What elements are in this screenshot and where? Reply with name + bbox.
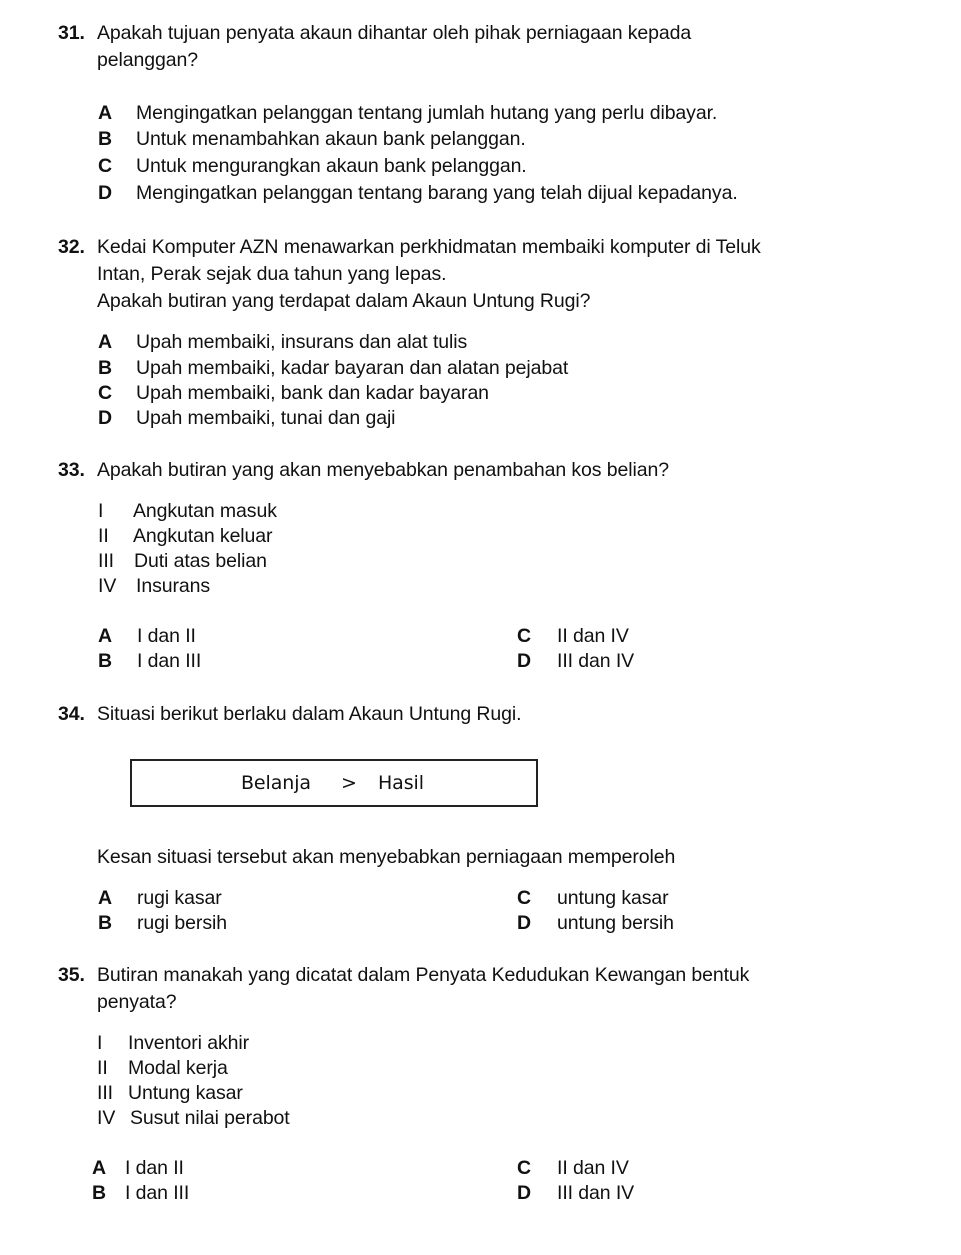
option-text: I dan III: [137, 650, 202, 672]
statement-numeral: III: [98, 550, 114, 572]
option-text: Upah membaiki, tunai dan gaji: [136, 407, 396, 429]
statement-text: Susut nilai perabot: [130, 1107, 290, 1129]
option-letter: B: [98, 912, 112, 934]
option-letter: C: [517, 625, 531, 647]
option-letter: C: [517, 887, 531, 909]
statement-text: Duti atas belian: [134, 550, 267, 572]
question-number: 35.: [58, 964, 85, 986]
statement-numeral: II: [97, 1057, 108, 1079]
statement-numeral: I: [98, 500, 104, 522]
statement-text: Insurans: [136, 575, 210, 597]
option-text: Upah membaiki, kadar bayaran dan alatan pejabat: [136, 357, 569, 379]
question-stem-line: penyata?: [97, 991, 177, 1013]
question-stem-line: Apakah tujuan penyata akaun dihantar oleh pihak perniagaan kepada: [97, 22, 692, 44]
option-letter: B: [98, 357, 112, 379]
statement-text: Angkutan masuk: [133, 500, 277, 522]
option-text: I dan II: [125, 1157, 184, 1179]
statement-text: Inventori akhir: [128, 1032, 249, 1054]
option-text: III dan IV: [557, 1182, 635, 1204]
statement-numeral: III: [97, 1082, 113, 1104]
question-number: 33.: [58, 459, 85, 481]
question-prompt: Kesan situasi tersebut akan menyebabkan perniagaan memperoleh: [97, 846, 676, 868]
option-letter: A: [92, 1157, 106, 1179]
option-text: I dan II: [137, 625, 196, 647]
option-letter: D: [517, 650, 531, 672]
question-number: 31.: [58, 22, 85, 44]
statement-numeral: II: [98, 525, 109, 547]
statement-numeral: IV: [98, 575, 117, 597]
question-number: 32.: [58, 236, 85, 258]
situation-operator: >: [341, 772, 357, 794]
option-text: II dan IV: [557, 625, 629, 647]
option-text: II dan IV: [557, 1157, 629, 1179]
option-letter: A: [98, 331, 112, 353]
option-text: Untuk mengurangkan akaun bank pelanggan.: [136, 155, 527, 177]
option-text: untung kasar: [557, 887, 669, 909]
question-stem-line: Intan, Perak sejak dua tahun yang lepas.: [97, 263, 447, 285]
question-number: 34.: [58, 703, 85, 725]
option-text: I dan III: [125, 1182, 190, 1204]
option-text: Mengingatkan pelanggan tentang barang yang telah dijual kepadanya.: [136, 182, 738, 204]
option-letter: D: [98, 407, 112, 429]
option-letter: B: [92, 1182, 106, 1204]
statement-numeral: IV: [97, 1107, 116, 1129]
option-letter: A: [98, 102, 112, 124]
option-letter: B: [98, 650, 112, 672]
statement-text: Untung kasar: [128, 1082, 243, 1104]
situation-box: [130, 759, 538, 807]
statement-numeral: I: [97, 1032, 103, 1054]
option-letter: D: [98, 182, 112, 204]
question-stem-line: pelanggan?: [97, 49, 198, 71]
question-stem-line: Apakah butiran yang akan menyebabkan penambahan kos belian?: [97, 459, 669, 481]
option-text: rugi bersih: [137, 912, 227, 934]
question-stem-line: Apakah butiran yang terdapat dalam Akaun Untung Rugi?: [97, 290, 591, 312]
situation-left-term: Belanja: [241, 772, 311, 794]
option-letter: C: [98, 382, 112, 404]
question-stem-line: Butiran manakah yang dicatat dalam Penyata Kedudukan Kewangan bentuk: [97, 964, 750, 986]
option-letter: D: [517, 912, 531, 934]
statement-text: Modal kerja: [128, 1057, 228, 1079]
option-text: Untuk menambahkan akaun bank pelanggan.: [136, 128, 526, 150]
option-text: rugi kasar: [137, 887, 222, 909]
option-text: III dan IV: [557, 650, 635, 672]
option-text: untung bersih: [557, 912, 674, 934]
option-letter: A: [98, 887, 112, 909]
question-stem-line: Kedai Komputer AZN menawarkan perkhidmatan membaiki komputer di Teluk: [97, 236, 761, 258]
option-text: Mengingatkan pelanggan tentang jumlah hutang yang perlu dibayar.: [136, 102, 718, 124]
option-letter: A: [98, 625, 112, 647]
question-stem-line: Situasi berikut berlaku dalam Akaun Untung Rugi.: [97, 703, 522, 725]
option-text: Upah membaiki, bank dan kadar bayaran: [136, 382, 489, 404]
statement-text: Angkutan keluar: [133, 525, 273, 547]
option-letter: C: [98, 155, 112, 177]
option-letter: C: [517, 1157, 531, 1179]
option-letter: B: [98, 128, 112, 150]
situation-right-term: Hasil: [378, 772, 424, 794]
option-letter: D: [517, 1182, 531, 1204]
option-text: Upah membaiki, insurans dan alat tulis: [136, 331, 468, 353]
